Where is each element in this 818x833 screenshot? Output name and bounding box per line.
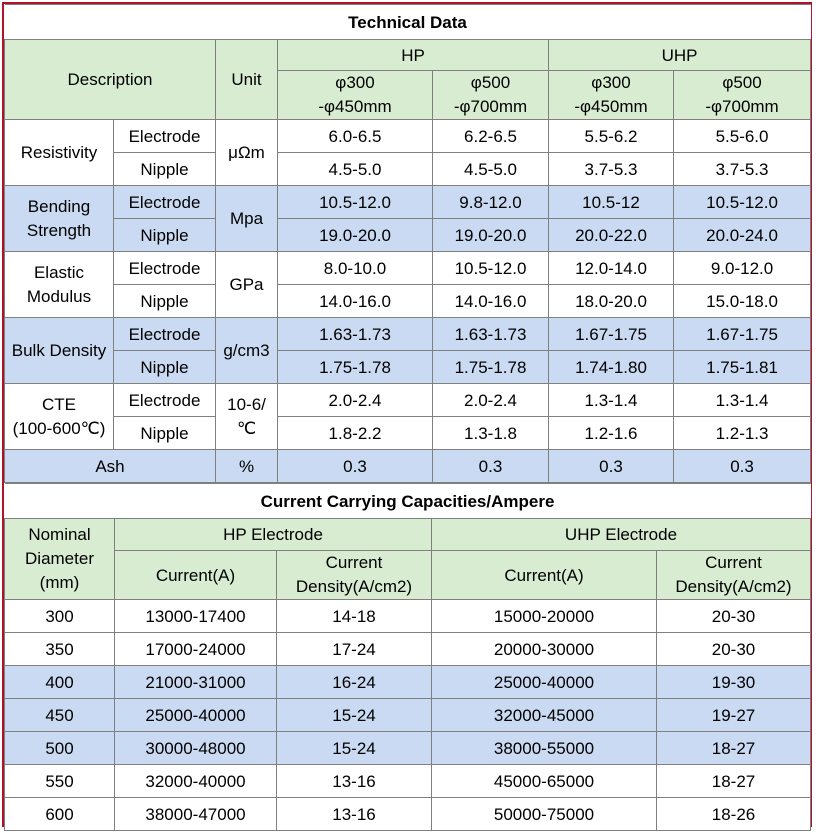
- capacity-cell: 350: [5, 633, 115, 666]
- property-value: 19.0-20.0: [278, 219, 433, 252]
- property-value: 1.3-1.8: [433, 417, 549, 450]
- ash-value: 0.3: [433, 450, 549, 483]
- property-value: 10.5-12.0: [278, 186, 433, 219]
- property-name: Bulk Density: [5, 318, 114, 384]
- diameter-row: [5, 699, 811, 732]
- unit-header: Unit: [216, 40, 278, 120]
- hp-density-header: Current Density(A/cm2): [277, 551, 432, 600]
- capacity-cell: 30000-48000: [115, 732, 277, 765]
- property-value: 1.67-1.75: [674, 318, 811, 351]
- property-row: [5, 120, 811, 153]
- capacity-cell: 38000-55000: [432, 732, 657, 765]
- property-value: 6.2-6.5: [433, 120, 549, 153]
- property-value: 1.2-1.3: [674, 417, 811, 450]
- property-subtype: Nipple: [114, 219, 216, 252]
- property-value: 12.0-14.0: [549, 252, 674, 285]
- property-name: Resistivity: [5, 120, 114, 186]
- current-capacity-title: Current Carrying Capacities/Ampere: [5, 484, 811, 519]
- capacity-cell: 19-27: [657, 699, 811, 732]
- property-value: 3.7-5.3: [549, 153, 674, 186]
- diameter-row: [5, 633, 811, 666]
- capacity-cell: 17000-24000: [115, 633, 277, 666]
- property-value: 1.63-1.73: [278, 318, 433, 351]
- property-row: [5, 186, 811, 219]
- capacity-cell: 25000-40000: [432, 666, 657, 699]
- property-value: 1.8-2.2: [278, 417, 433, 450]
- property-value: 1.67-1.75: [549, 318, 674, 351]
- diameter-row: [5, 798, 811, 831]
- capacity-cell: 15-24: [277, 732, 432, 765]
- capacity-cell: 450: [5, 699, 115, 732]
- property-unit: g/cm3: [216, 318, 278, 384]
- property-value: 8.0-10.0: [278, 252, 433, 285]
- property-row: [5, 384, 811, 417]
- ash-row: [5, 450, 811, 483]
- property-row: [5, 153, 811, 186]
- property-value: 4.5-5.0: [433, 153, 549, 186]
- capacity-cell: 20000-30000: [432, 633, 657, 666]
- capacity-cell: 550: [5, 765, 115, 798]
- capacity-cell: 32000-40000: [115, 765, 277, 798]
- capacity-cell: 45000-65000: [432, 765, 657, 798]
- property-value: 1.74-1.80: [549, 351, 674, 384]
- property-value: 18.0-20.0: [549, 285, 674, 318]
- property-name: Elastic Modulus: [5, 252, 114, 318]
- property-subtype: Electrode: [114, 318, 216, 351]
- capacity-cell: 19-30: [657, 666, 811, 699]
- size-header-uhp-small: φ300 -φ450mm: [549, 71, 674, 120]
- property-value: 1.3-1.4: [549, 384, 674, 417]
- hp-header: HP: [278, 40, 549, 71]
- property-value: 4.5-5.0: [278, 153, 433, 186]
- diameter-row: [5, 732, 811, 765]
- property-value: 2.0-2.4: [278, 384, 433, 417]
- uhp-header: UHP: [549, 40, 811, 71]
- document-frame: [2, 2, 812, 827]
- property-value: 10.5-12: [549, 186, 674, 219]
- diameter-row: [5, 765, 811, 798]
- property-name: CTE (100-600℃): [5, 384, 114, 450]
- property-value: 15.0-18.0: [674, 285, 811, 318]
- property-value: 5.5-6.0: [674, 120, 811, 153]
- property-value: 1.75-1.81: [674, 351, 811, 384]
- property-subtype: Electrode: [114, 252, 216, 285]
- description-header: Description: [5, 40, 216, 120]
- property-subtype: Nipple: [114, 285, 216, 318]
- ash-value: 0.3: [278, 450, 433, 483]
- property-row: [5, 417, 811, 450]
- nominal-diameter-header: Nominal Diameter (mm): [5, 519, 115, 600]
- capacity-cell: 13000-17400: [115, 600, 277, 633]
- property-value: 9.8-12.0: [433, 186, 549, 219]
- property-value: 9.0-12.0: [674, 252, 811, 285]
- property-row: [5, 219, 811, 252]
- capacity-cell: 14-18: [277, 600, 432, 633]
- property-value: 1.3-1.4: [674, 384, 811, 417]
- property-subtype: Electrode: [114, 384, 216, 417]
- capacity-cell: 500: [5, 732, 115, 765]
- capacity-cell: 16-24: [277, 666, 432, 699]
- technical-data-title: Technical Data: [5, 5, 811, 40]
- property-value: 1.2-1.6: [549, 417, 674, 450]
- capacity-cell: 20-30: [657, 633, 811, 666]
- property-unit: GPa: [216, 252, 278, 318]
- ash-value: 0.3: [674, 450, 811, 483]
- capacity-cell: 17-24: [277, 633, 432, 666]
- ash-value: 0.3: [549, 450, 674, 483]
- size-header-hp-large: φ500 -φ700mm: [433, 71, 549, 120]
- property-value: 20.0-22.0: [549, 219, 674, 252]
- property-unit: 10-6/ ℃: [216, 384, 278, 450]
- property-value: 6.0-6.5: [278, 120, 433, 153]
- capacity-cell: 50000-75000: [432, 798, 657, 831]
- property-value: 3.7-5.3: [674, 153, 811, 186]
- property-value: 20.0-24.0: [674, 219, 811, 252]
- property-row: [5, 318, 811, 351]
- diameter-row: [5, 600, 811, 633]
- capacity-cell: 600: [5, 798, 115, 831]
- uhp-density-header: Current Density(A/cm2): [657, 551, 811, 600]
- property-unit: Mpa: [216, 186, 278, 252]
- capacity-cell: 18-27: [657, 732, 811, 765]
- capacity-cell: 400: [5, 666, 115, 699]
- size-header-hp-small: φ300 -φ450mm: [278, 71, 433, 120]
- property-subtype: Nipple: [114, 351, 216, 384]
- property-name: Bending Strength: [5, 186, 114, 252]
- capacity-cell: 18-27: [657, 765, 811, 798]
- capacity-cell: 13-16: [277, 765, 432, 798]
- capacity-cell: 15-24: [277, 699, 432, 732]
- property-unit: μΩm: [216, 120, 278, 186]
- property-value: 5.5-6.2: [549, 120, 674, 153]
- capacity-cell: 25000-40000: [115, 699, 277, 732]
- capacity-cell: 13-16: [277, 798, 432, 831]
- property-value: 10.5-12.0: [433, 252, 549, 285]
- property-value: 10.5-12.0: [674, 186, 811, 219]
- property-value: 14.0-16.0: [278, 285, 433, 318]
- property-value: 19.0-20.0: [433, 219, 549, 252]
- capacity-cell: 18-26: [657, 798, 811, 831]
- capacity-cell: 20-30: [657, 600, 811, 633]
- property-subtype: Electrode: [114, 186, 216, 219]
- capacity-cell: 15000-20000: [432, 600, 657, 633]
- uhp-electrode-header: UHP Electrode: [432, 519, 811, 551]
- technical-data-table: [4, 4, 811, 483]
- property-value: 1.75-1.78: [278, 351, 433, 384]
- size-header-uhp-large: φ500 -φ700mm: [674, 71, 811, 120]
- capacity-cell: 32000-45000: [432, 699, 657, 732]
- ash-unit: %: [216, 450, 278, 483]
- property-subtype: Nipple: [114, 417, 216, 450]
- property-value: 2.0-2.4: [433, 384, 549, 417]
- property-value: 1.75-1.78: [433, 351, 549, 384]
- property-row: [5, 285, 811, 318]
- current-capacity-table: [4, 483, 811, 831]
- property-subtype: Electrode: [114, 120, 216, 153]
- hp-electrode-header: HP Electrode: [115, 519, 432, 551]
- diameter-row: [5, 666, 811, 699]
- capacity-cell: 21000-31000: [115, 666, 277, 699]
- property-value: 1.63-1.73: [433, 318, 549, 351]
- hp-current-header: Current(A): [115, 551, 277, 600]
- capacity-cell: 38000-47000: [115, 798, 277, 831]
- capacity-cell: 300: [5, 600, 115, 633]
- property-subtype: Nipple: [114, 153, 216, 186]
- property-value: 14.0-16.0: [433, 285, 549, 318]
- property-row: [5, 351, 811, 384]
- uhp-current-header: Current(A): [432, 551, 657, 600]
- property-row: [5, 252, 811, 285]
- ash-label: Ash: [5, 450, 216, 483]
